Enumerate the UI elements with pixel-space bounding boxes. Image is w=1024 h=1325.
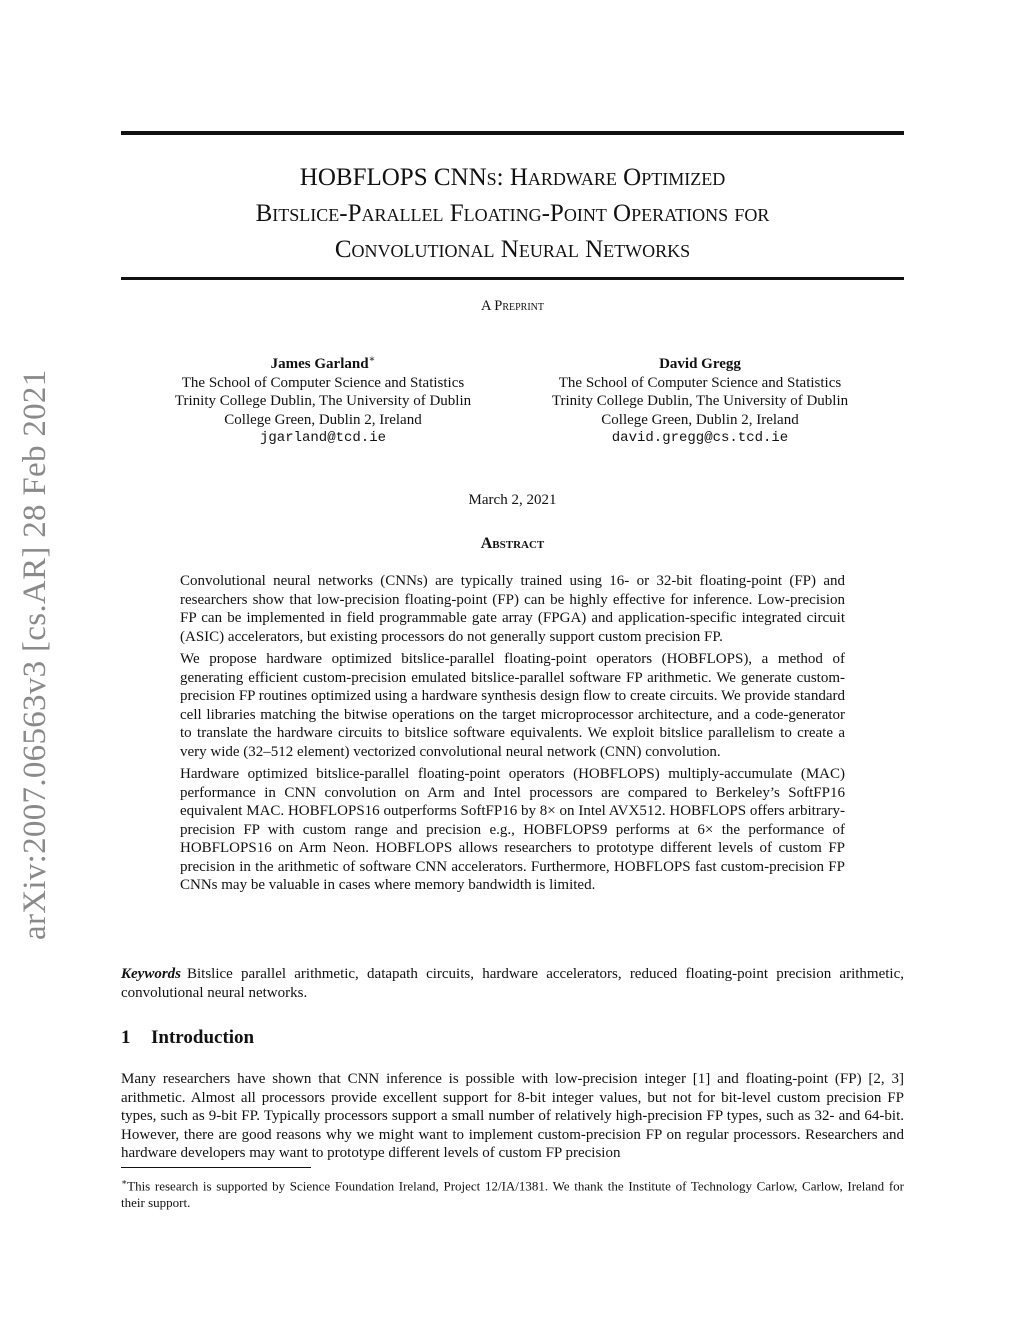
- paper-title: [121, 160, 904, 268]
- arxiv-side-stamp: arXiv:2007.06563v3 [cs.AR] 28 Feb 2021: [17, 369, 53, 940]
- section-heading: [121, 1027, 254, 1049]
- author-block-1: [128, 351, 518, 448]
- abstract-body: [180, 572, 845, 899]
- title-line-2: Bitslice-Parallel Floating-Point Operations for: [255, 200, 770, 227]
- abstract-paragraph: Convolutional neural networks (CNNs) are typically trained using 16- or 32-bit floating-point (FP) and researchers show that low-precision floating-point (FP) can be highly effective for inference. Low-precision FP can be implemented in field programmable gate array (FPGA) and application-specific integrated circuit (ASIC) accelerators, but existing processors do not generally support custom precision FP.: [180, 573, 845, 645]
- author-email[interactable]: david.gregg@cs.tcd.ie: [611, 430, 789, 446]
- title-line-1: HOBFLOPS CNNs: Hardware Optimized: [299, 164, 726, 191]
- keywords-text: Bitslice parallel arithmetic, datapath circuits, hardware accelerators, reduced floating-point precision arithmetic, convolutional neural networks.: [121, 966, 904, 1001]
- footnote-marker: ∗: [121, 1177, 128, 1187]
- author-affiliation: The School of Computer Science and Statistics: [558, 374, 842, 391]
- title-top-rule: [121, 131, 904, 135]
- section-title: Introduction: [151, 1027, 255, 1048]
- abstract-heading: Abstract: [480, 535, 545, 552]
- section-number: 1: [121, 1027, 131, 1048]
- keywords-block: [121, 965, 904, 1002]
- author-name: James Garland: [270, 356, 369, 372]
- author-affiliation: The School of Computer Science and Statistics: [181, 374, 465, 391]
- author-block-2: [505, 351, 895, 448]
- abstract-paragraph: We propose hardware optimized bitslice-parallel floating-point operators (HOBFLOPS), a method of generating efficient custom-precision emulated bitslice-parallel software FP arithmetic. We generate custom-precision FP routines optimized using a hardware synthesis design flow to create circuits. We provide standard cell libraries matching the bitwise operations on the target microprocessor architecture, and a code-generator to translate the hardware circuits to bitslice software equivalents. We exploit bitslice parallelism to create a very wide (32–512 element) vectorized convolutional neural network (CNN) convolution.: [180, 651, 845, 760]
- footnote-rule: [121, 1167, 311, 1168]
- keywords-label: Keywords: [121, 966, 181, 982]
- author-name: David Gregg: [659, 356, 741, 372]
- author-affiliation: College Green, Dublin 2, Ireland: [224, 411, 422, 428]
- author-email[interactable]: jgarland@tcd.ie: [259, 430, 387, 446]
- author-affiliation: Trinity College Dublin, The University of Dublin: [551, 393, 849, 409]
- introduction-body: [121, 1070, 904, 1163]
- preprint-label: A Preprint: [480, 298, 545, 314]
- abstract-paragraph: Hardware optimized bitslice-parallel floating-point operators (HOBFLOPS) multiply-accumulate (MAC) performance in CNN convolution on Arm and Intel processors are compared to Berkeley’s SoftFP16 equivalent MAC. HOBFLOPS16 outperforms SoftFP16 by 8× on Intel AVX512. HOBFLOPS offers arbitrary-precision FP with custom range and precision e.g., HOBFLOPS9 performs at 6× the performance of HOBFLOPS16 on Arm Neon. HOBFLOPS allows researchers to prototype different levels of custom FP precision in the arithmetic of software CNN accelerators. Furthermore, HOBFLOPS fast custom-precision FP CNNs may be valuable in cases where memory bandwidth is limited.: [180, 766, 845, 893]
- footnote-text: This research is supported by Science Foundation Ireland, Project 12/IA/1381. We thank the Institute of Technology Carlow, Carlow, Ireland for their support.: [121, 1178, 904, 1211]
- footnote: [121, 1174, 904, 1211]
- title-bottom-rule: [121, 277, 904, 280]
- paper-date: March 2, 2021: [468, 492, 557, 508]
- author-affiliation: College Green, Dublin 2, Ireland: [601, 411, 799, 428]
- author-footnote-marker: ∗: [368, 354, 376, 365]
- title-line-3: Convolutional Neural Networks: [334, 236, 691, 263]
- body-paragraph: Many researchers have shown that CNN inference is possible with low-precision integer [1] and floating-point (FP) [2, 3] arithmetic. Almost all processors provide excellent support for 8-bit integer values, but not for bit-level custom precision FP types, such as 9-bit FP. Typically processors support a small number of relatively high-precision FP types, such as 32- and 64-bit. However, there are good reasons why we might want to implement custom-precision FP on regular processors. Researchers and hardware developers may want to prototype different levels of custom FP precision: [121, 1071, 904, 1161]
- author-affiliation: Trinity College Dublin, The University of Dublin: [174, 393, 472, 409]
